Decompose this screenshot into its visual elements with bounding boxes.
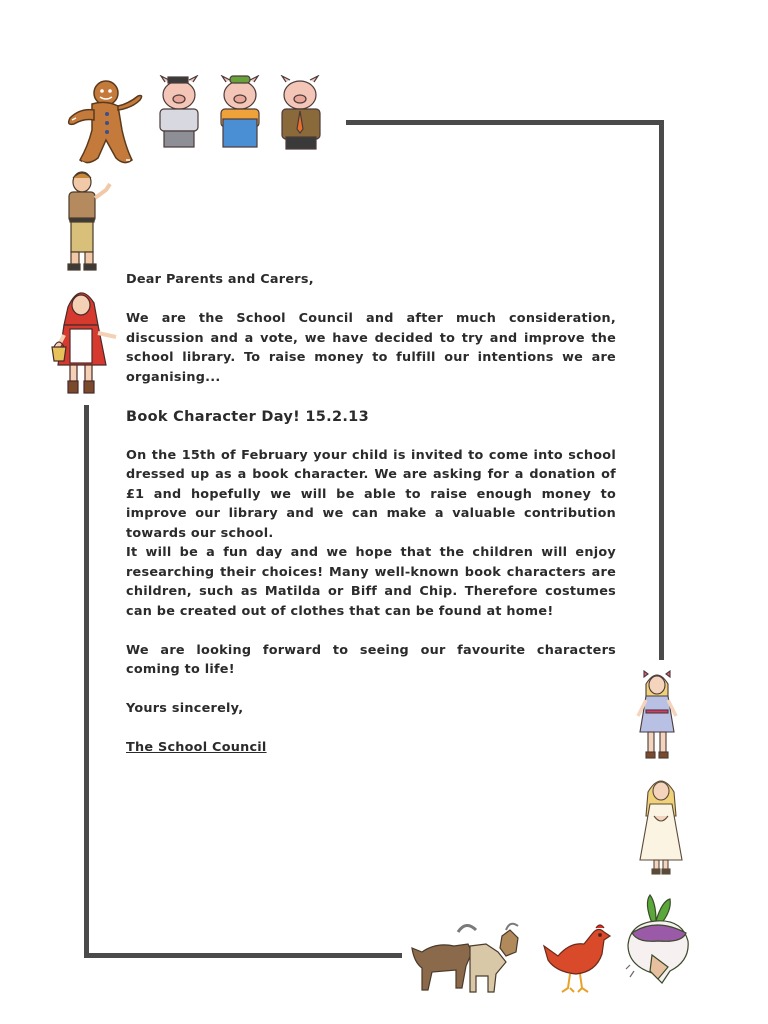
signoff: Yours sincerely, xyxy=(126,701,244,716)
three-little-pigs-icon xyxy=(150,75,330,157)
frame-line-left xyxy=(84,405,89,958)
frame-line-bottom xyxy=(84,953,402,958)
frame-line-top xyxy=(346,120,664,125)
red-riding-hood-icon xyxy=(50,285,122,397)
frame-line-right xyxy=(659,120,664,660)
salutation: Dear Parents and Carers, xyxy=(126,272,314,287)
letter-body xyxy=(126,270,616,758)
event-paragraph-2: It will be a fun day and we hope that the children will enjoy researching their choices! Many well-known book characters are children, such as Matilda or Biff and Chip. Therefore costumes can be created out of clothes that can be found at home! xyxy=(126,545,616,619)
hen-icon xyxy=(540,922,612,996)
closing-remark: We are looking forward to seeing our favourite characters coming to life! xyxy=(126,642,616,677)
goats-icon xyxy=(406,922,522,998)
farmer-icon xyxy=(60,170,116,272)
turnip-icon xyxy=(622,893,692,989)
event-paragraph-1: On the 15th of February your child is invited to come into school dressed up as a book character. We are asking for a donation of £1 and hopefully we will be able to raise enough money to improve our library and we can make a valuable contribution towards our school. xyxy=(126,447,616,541)
signature: The School Council xyxy=(126,740,267,755)
girl-white-dress-icon xyxy=(636,776,686,876)
intro-paragraph: We are the School Council and after much consideration, discussion and a vote, we have decided to try and improve the school library. To raise money to fulfill our intentions we are organising... xyxy=(126,311,616,385)
girl-blue-dress-icon xyxy=(632,670,682,762)
gingerbread-man-icon xyxy=(62,78,144,170)
event-title: Book Character Day! 15.2.13 xyxy=(126,408,369,425)
